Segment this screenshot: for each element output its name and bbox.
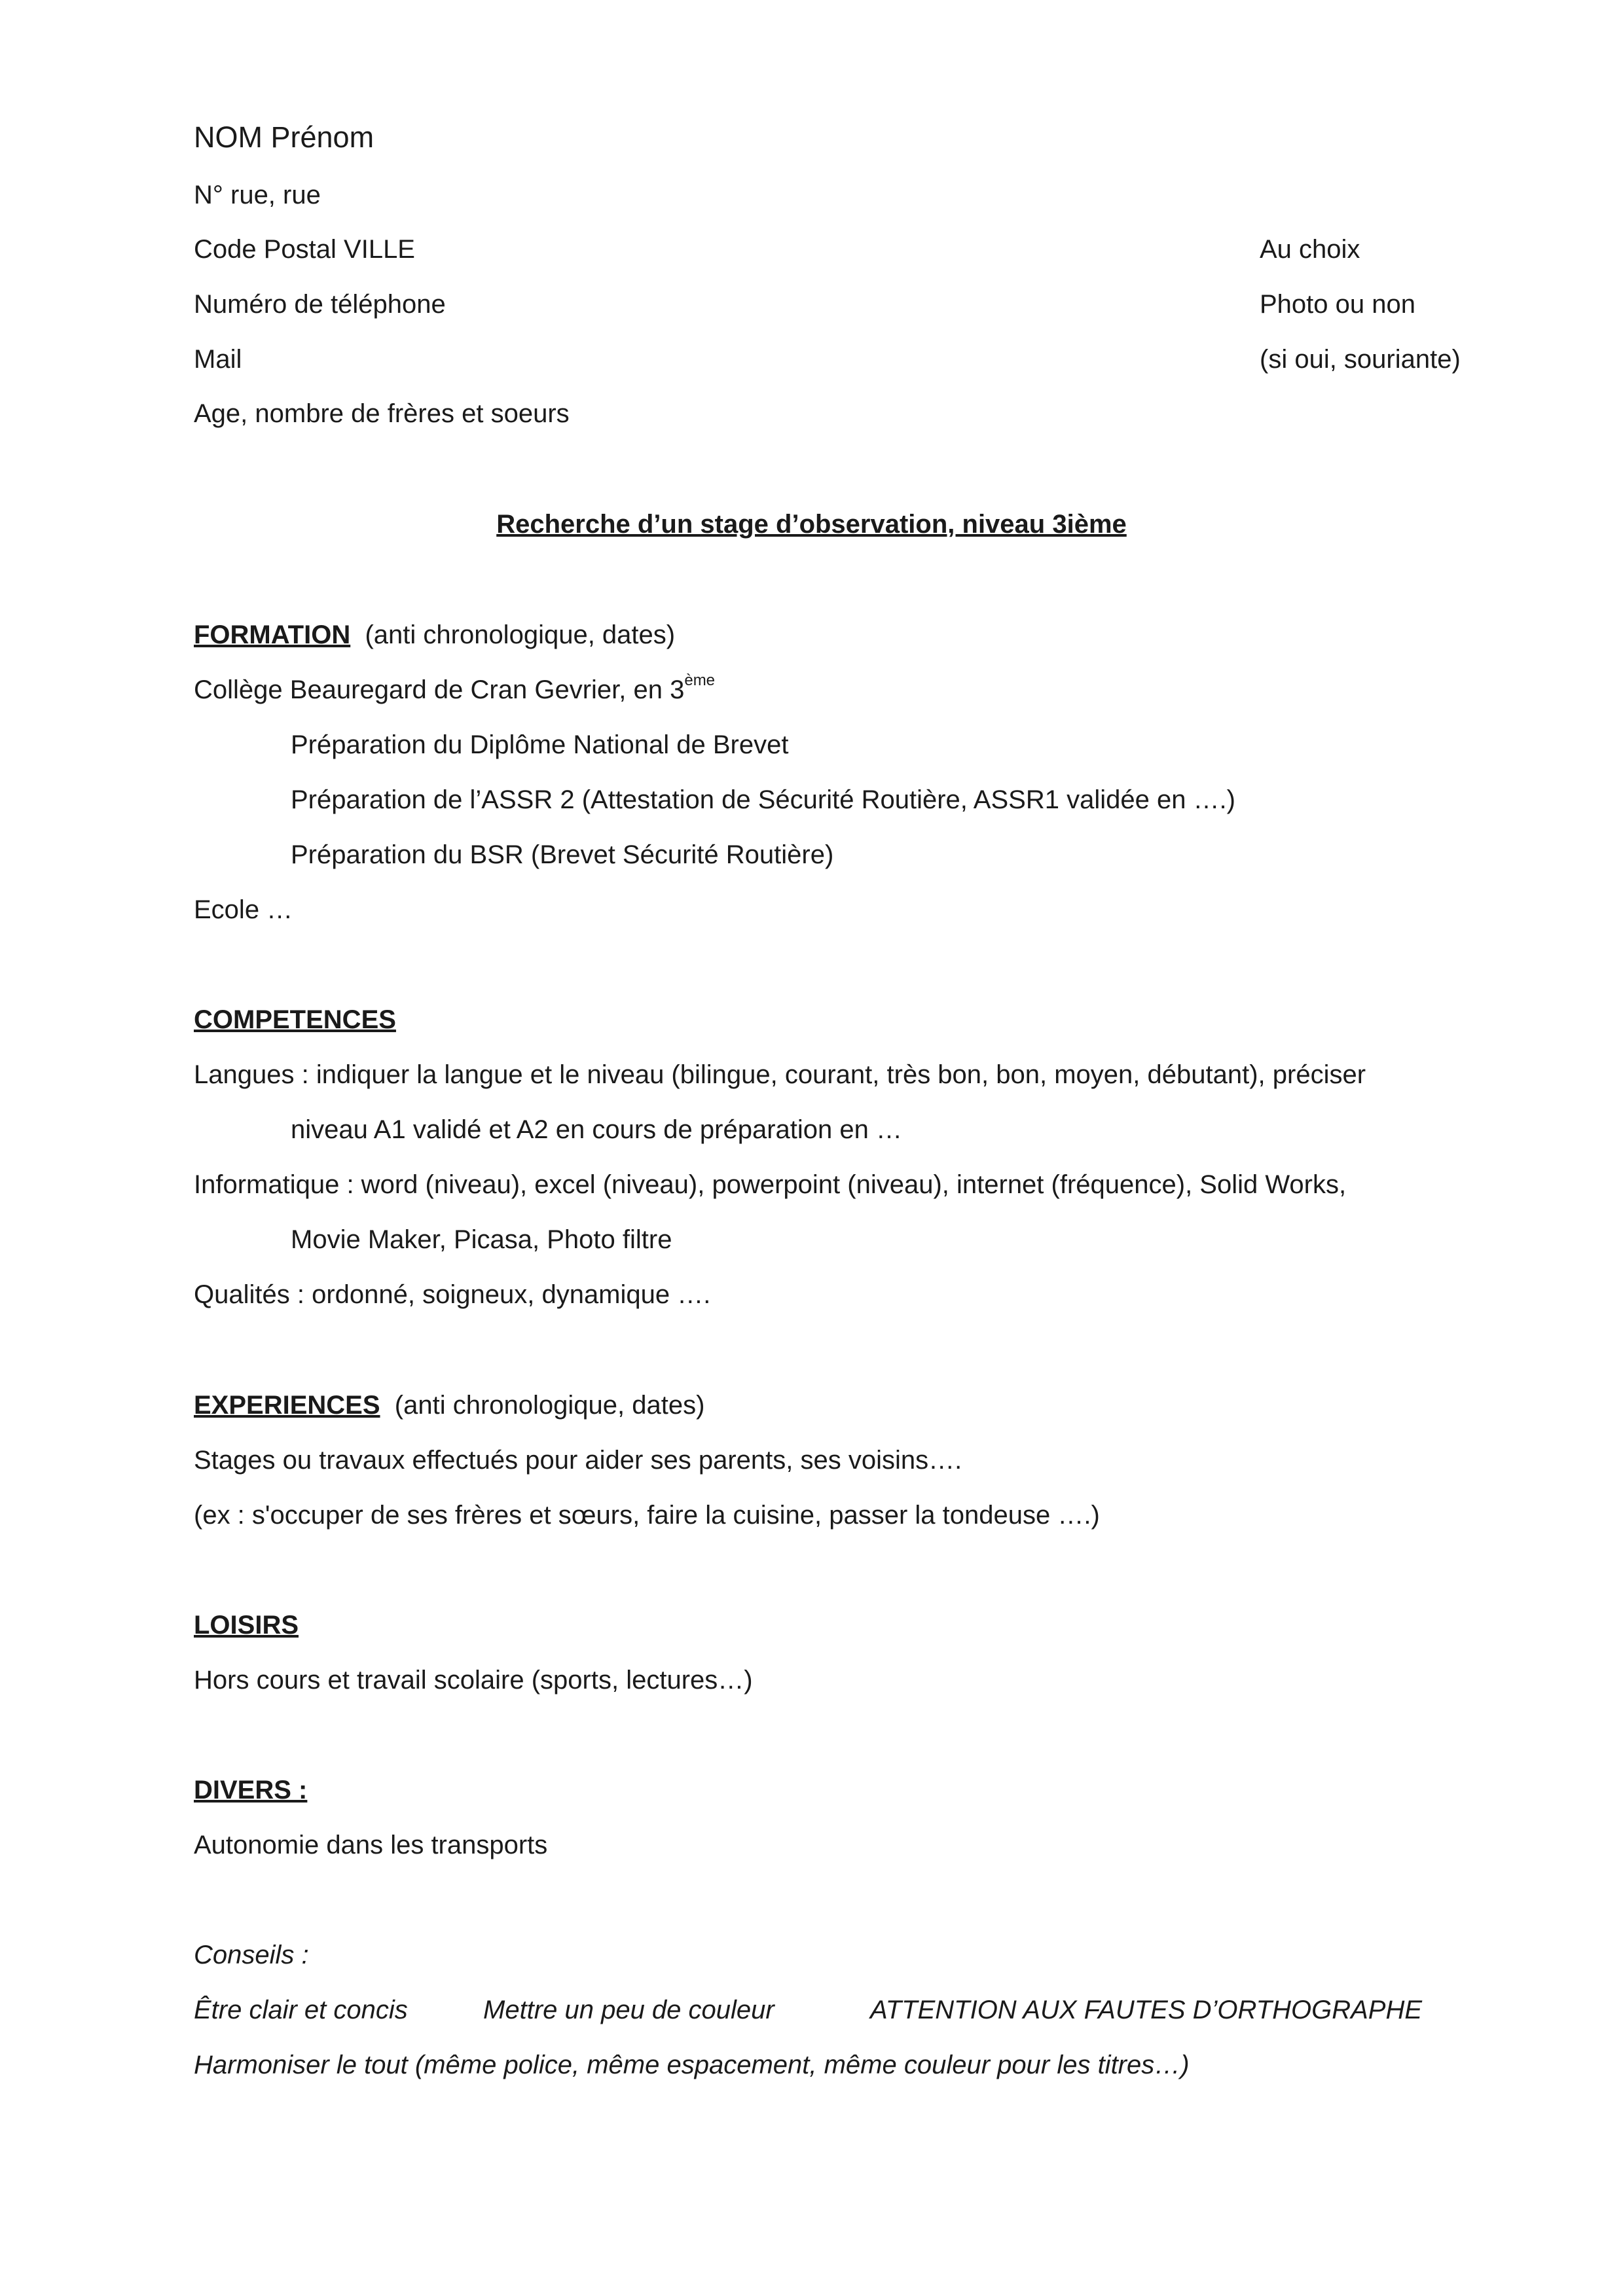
college-text: Collège Beauregard de Cran Gevrier, en 3 — [194, 675, 685, 704]
informatique-line-cont: Movie Maker, Picasa, Photo filtre — [291, 1225, 672, 1254]
photo-note-2: Photo ou non — [1260, 290, 1415, 319]
college-sup: ème — [684, 672, 716, 689]
experiences-heading-line — [194, 1392, 704, 1418]
formation-heading-line — [194, 622, 675, 648]
conseils-heading: Conseils : — [194, 1941, 309, 1969]
experiences-heading: EXPERIENCES — [194, 1391, 380, 1420]
informatique-line: Informatique : word (niveau), excel (niveau), powerpoint (niveau), internet (fréquence), Solid Works, — [194, 1170, 1347, 1199]
conseil-tip: Harmoniser le tout (même police, même espacement, même couleur pour les titres…) — [194, 2051, 1190, 2079]
cv-name: NOM Prénom — [194, 120, 374, 154]
conseil-tip: Être clair et concis — [194, 1996, 408, 2024]
mail-line: Mail — [194, 345, 242, 374]
divers-line: Autonomie dans les transports — [194, 1831, 548, 1859]
city-line: Code Postal VILLE — [194, 235, 415, 264]
photo-note-3: (si oui, souriante) — [1260, 345, 1461, 374]
formation-item: Préparation du BSR (Brevet Sécurité Routière) — [291, 840, 834, 869]
document-title: Recherche d’un stage d’observation, niveau 3ième — [496, 510, 1127, 539]
formation-item: Préparation du Diplôme National de Brevet — [291, 730, 789, 759]
conseil-tip: ATTENTION AUX FAUTES D’ORTHOGRAPHE — [870, 1996, 1423, 2024]
qualites-line: Qualités : ordonné, soigneux, dynamique …. — [194, 1280, 711, 1309]
experiences-line: (ex : s'occuper de ses frères et sœurs, faire la cuisine, passer la tondeuse ….) — [194, 1501, 1100, 1530]
experiences-line: Stages ou travaux effectués pour aider ses parents, ses voisins…. — [194, 1446, 962, 1475]
age-line: Age, nombre de frères et soeurs — [194, 399, 570, 428]
divers-heading: DIVERS : — [194, 1776, 308, 1804]
formation-item: Préparation de l’ASSR 2 (Attestation de Sécurité Routière, ASSR1 validée en ….) — [291, 785, 1235, 814]
phone-line: Numéro de téléphone — [194, 290, 446, 319]
college-line — [194, 672, 716, 704]
loisirs-line: Hors cours et travail scolaire (sports, lectures…) — [194, 1666, 753, 1695]
loisirs-heading: LOISIRS — [194, 1611, 299, 1640]
formation-heading: FORMATION — [194, 620, 351, 649]
langues-line: Langues : indiquer la langue et le niveau (bilingue, courant, très bon, bon, moyen, débutant), préciser — [194, 1060, 1366, 1089]
street-address: N° rue, rue — [194, 181, 321, 209]
photo-note-1: Au choix — [1260, 235, 1360, 264]
experiences-note: (anti chronologique, dates) — [394, 1391, 705, 1420]
competences-heading: COMPETENCES — [194, 1005, 396, 1034]
conseil-tip: Mettre un peu de couleur — [483, 1996, 775, 2024]
formation-note: (anti chronologique, dates) — [365, 620, 676, 649]
langues-line-cont: niveau A1 validé et A2 en cours de préparation en … — [291, 1115, 902, 1144]
ecole-line: Ecole … — [194, 895, 293, 924]
